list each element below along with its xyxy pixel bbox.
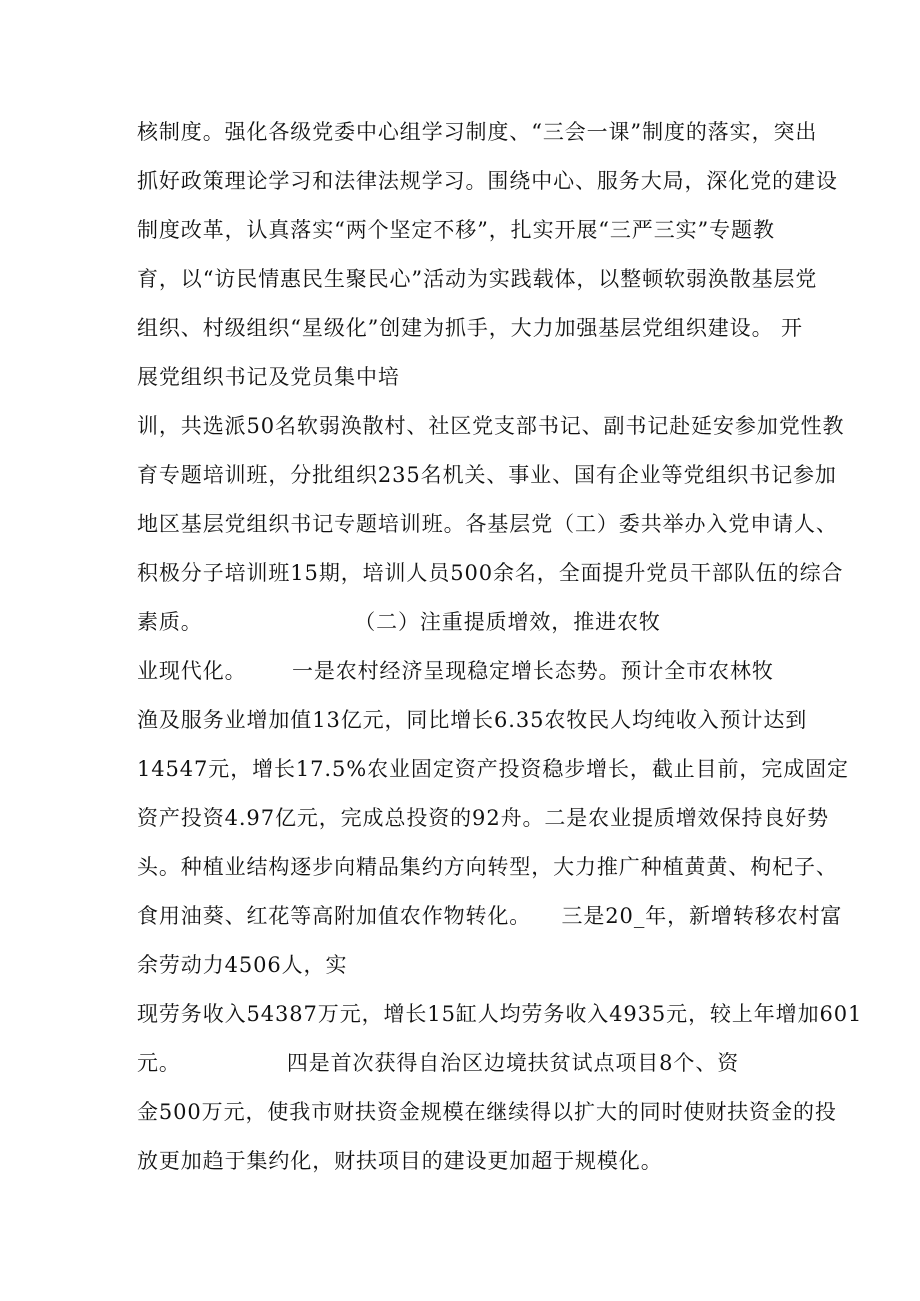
text-line: 金500万元，使我市财扶资金规模在继续得以扩大的同时使财扶资金的投 bbox=[137, 1100, 837, 1124]
text-line: 展党组织书记及党员集中培 bbox=[137, 365, 400, 389]
text-line: 渔及服务业增加值13亿元，同比增长6.35农牧民人均纯收入预计达到 bbox=[137, 708, 808, 732]
text-line: 育专题培训班，分批组织235名机关、事业、国有企业等党组织书记参加 bbox=[137, 463, 837, 487]
text-line: 头。种植业结构逐步向精品集约方向转型，大力推广种植黄黄、枸杞子、 bbox=[137, 855, 838, 879]
text-line: 业现代化。 一是农村经济呈现稳定增长态势。预计全市农林牧 bbox=[137, 659, 774, 683]
text-line: 食用油葵、红花等高附加值农作物转化。 三是20_年，新增转移农村富 bbox=[137, 904, 843, 928]
text-line: 素质。 （二）注重提质增效，推进农牧 bbox=[137, 610, 661, 634]
text-line: 核制度。强化各级党委中心组学习制度、“三会一课”制度的落实，突出 bbox=[137, 120, 818, 144]
text-line: 育，以“访民情惠民生聚民心”活动为实践载体，以整顿软弱涣散基层党 bbox=[137, 267, 818, 291]
text-line: 余劳动力4506人，实 bbox=[137, 953, 348, 977]
text-line: 制度改革，认真落实“两个坚定不移”，扎实开展“三严三实”专题教 bbox=[137, 218, 775, 242]
text-line: 训，共选派50名软弱涣散村、社区党支部书记、副书记赴延安参加党性教 bbox=[137, 414, 845, 438]
text-line: 积极分子培训班15期，培训人员500余名，全面提升党员干部队伍的综合 bbox=[137, 561, 844, 585]
text-line: 放更加趋于集约化，财扶项目的建设更加超于规模化。 bbox=[137, 1149, 663, 1173]
text-line: 抓好政策理论学习和法律法规学习。围绕中心、服务大局，深化党的建设 bbox=[137, 169, 838, 193]
text-line: 组织、村级组织“星级化”创建为抓手，大力加强基层党组织建设。 开 bbox=[137, 316, 803, 340]
text-line: 14547元，增长17.5%农业固定资产投资稳步增长，截止目前，完成固定 bbox=[137, 757, 849, 781]
text-line: 资产投资4.97亿元，完成总投资的92舟。二是农业提质增效保持良好势 bbox=[137, 806, 830, 830]
text-line: 元。 四是首次获得自治区边境扶贫试点项目8个、资 bbox=[137, 1051, 740, 1075]
text-line: 现劳务收入54387万元，增长15缸人均劳务收入4935元，较上年增加601 bbox=[137, 1002, 863, 1026]
text-line: 地区基层党组织书记专题培训班。各基层党（工）委共举办入党申请人、 bbox=[137, 512, 838, 536]
